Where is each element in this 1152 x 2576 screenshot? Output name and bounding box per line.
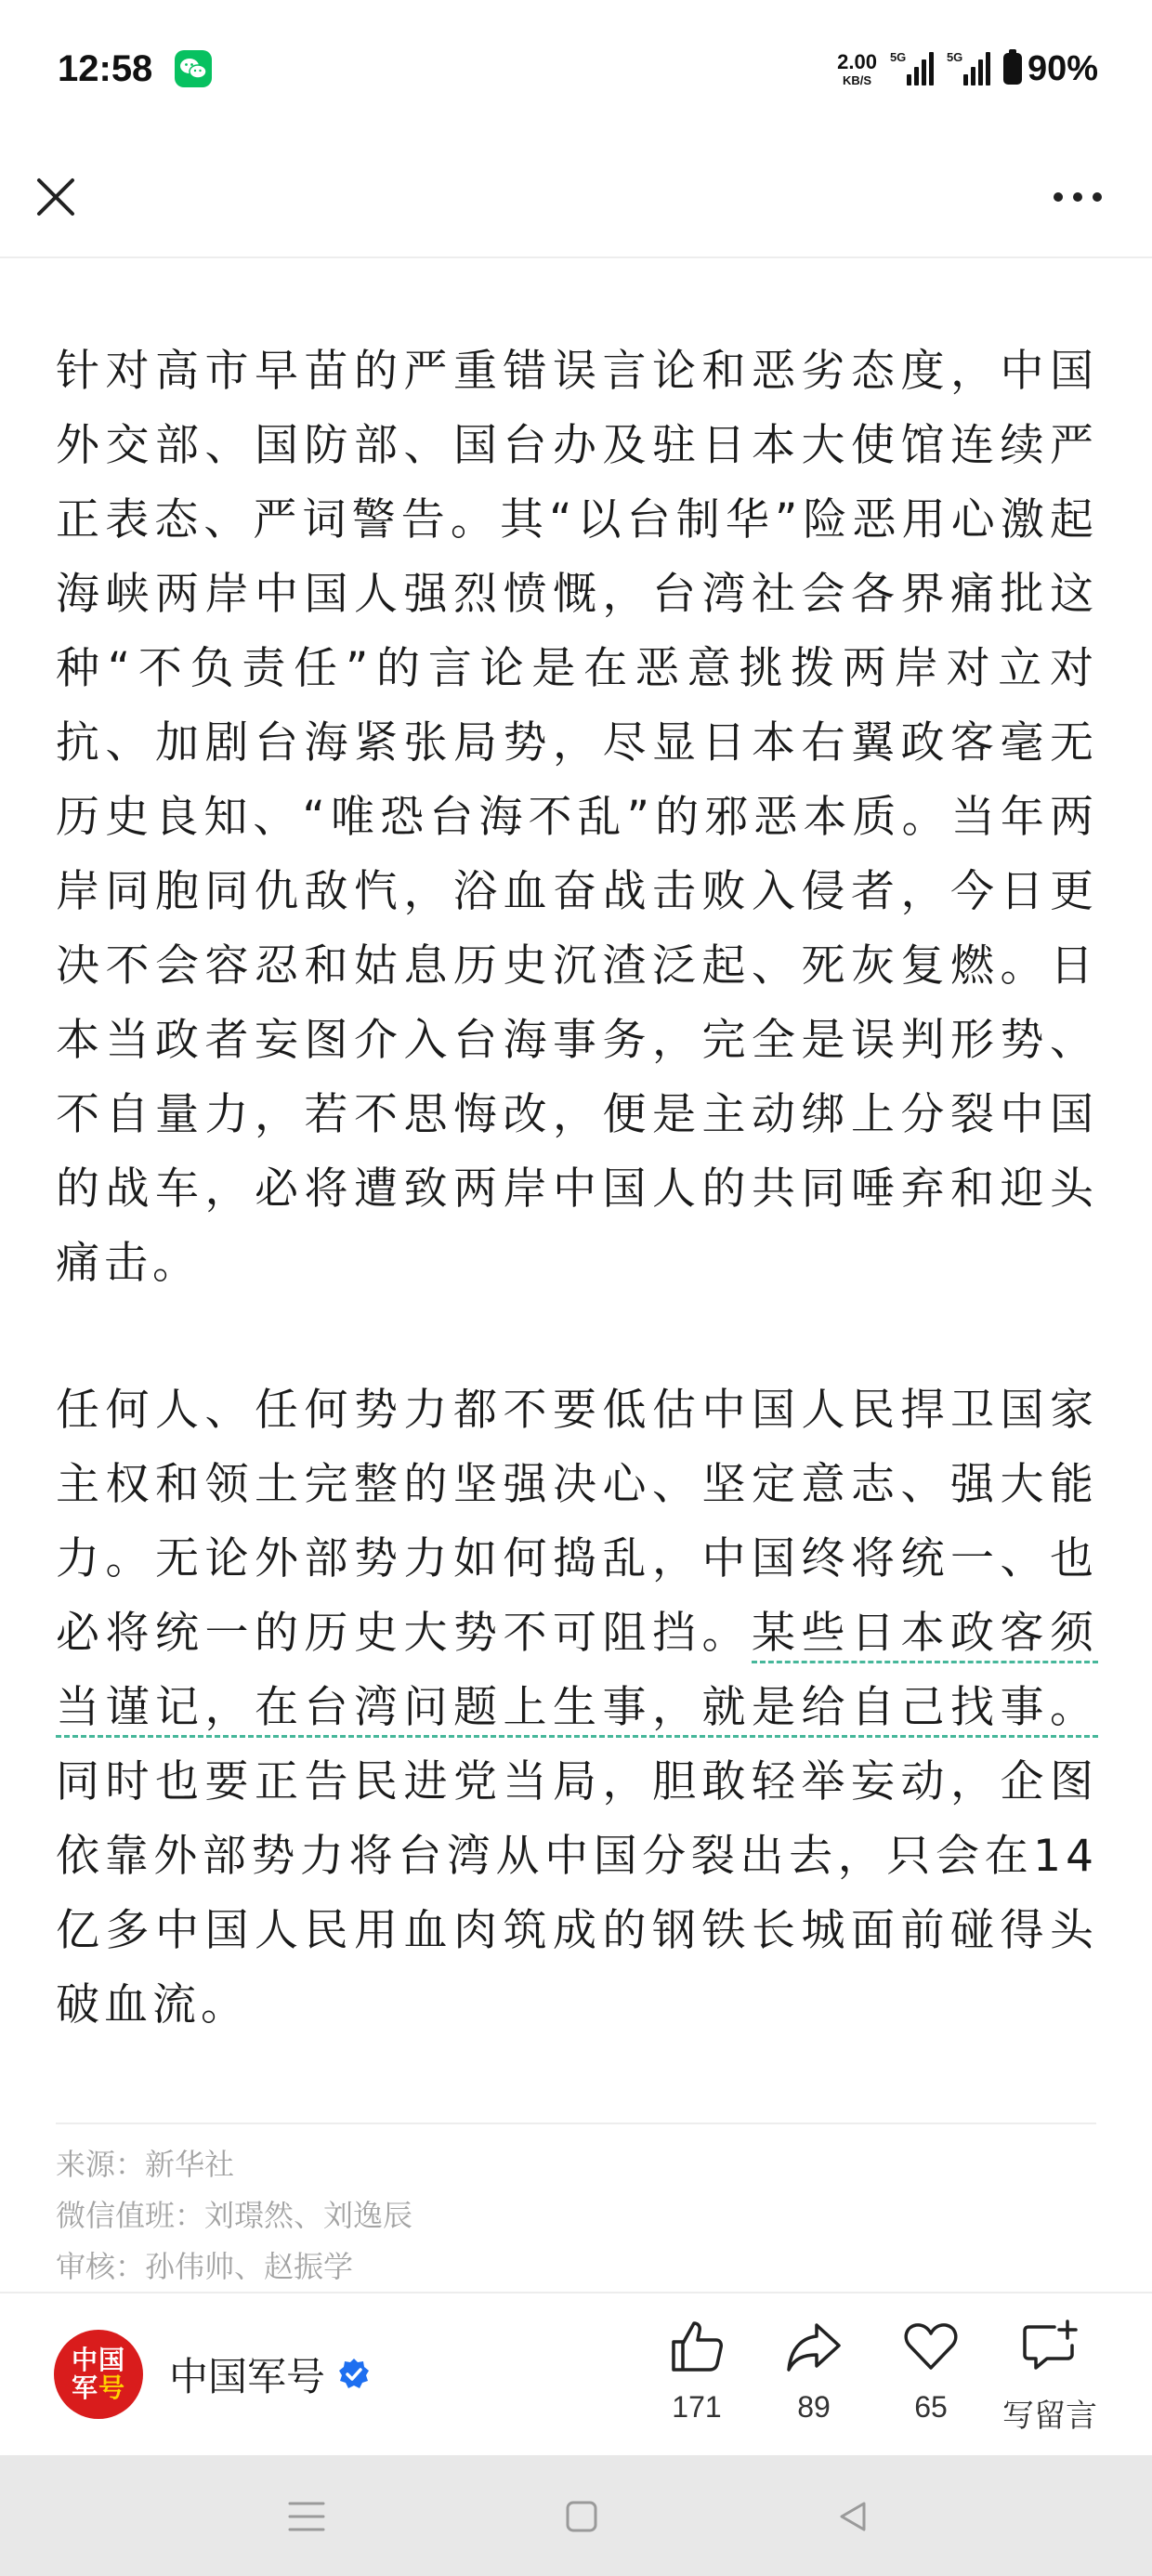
article-meta	[56, 2123, 1096, 2293]
status-indicators	[837, 49, 1098, 89]
network-speed: 2.00 KB/S	[837, 49, 877, 87]
heart-icon	[902, 2318, 960, 2375]
wechat-icon	[175, 50, 212, 87]
back-icon	[836, 2500, 870, 2533]
status-time: 12:58	[58, 47, 153, 89]
share-button[interactable]	[758, 2318, 870, 2425]
close-icon	[35, 177, 76, 217]
source-line: 来源：新华社	[56, 2147, 235, 2182]
back-button[interactable]	[827, 2491, 879, 2543]
avatar[interactable]: 中国 军号	[54, 2330, 143, 2419]
article-paragraph	[56, 1373, 1098, 2043]
favorite-button[interactable]	[875, 2318, 987, 2425]
battery-icon	[1003, 53, 1022, 85]
account-name[interactable]: 中国军号	[169, 2354, 326, 2399]
comment-add-icon	[1021, 2318, 1079, 2375]
share-icon	[785, 2318, 843, 2375]
write-comment-button[interactable]	[994, 2318, 1106, 2436]
more-options-button[interactable]	[1050, 169, 1106, 225]
menu-button[interactable]	[281, 2491, 333, 2543]
share-count: 89	[797, 2390, 831, 2424]
signal-icon: 5G	[890, 52, 934, 85]
close-button[interactable]	[28, 169, 84, 225]
more-icon	[1052, 191, 1104, 204]
battery-indicator	[1003, 49, 1098, 89]
reviewers-line: 审核：孙伟帅、赵振学	[56, 2249, 354, 2284]
article-actions	[641, 2293, 1124, 2457]
paragraph-text: 任何人、任何势力都不要低估中国人民捍卫国家主权和领土完整的坚强决心、坚定意志、强大能力。无论外部势力如何捣乱，中国终将统一、也必将统一的历史大势不可阻挡。	[56, 1385, 1098, 1659]
verified-badge-icon	[336, 2357, 372, 2392]
signal-icon: 5G	[947, 52, 990, 85]
article-paragraph: 针对高市早苗的严重错误言论和恶劣态度，中国外交部、国防部、国台办及驻日本大使馆连续严正表态、严词警告。其“以台制华”险恶用心激起海峡两岸中国人强烈愤慨，台湾社会各界痛批这种“不负责任”的言论是在恶意挑拨两岸对立对抗、加剧台海紧张局势，尽显日本右翼政客毫无历史良知、“唯恐台海不乱”的邪恶本质。当年两岸同胞同仇敌忾，浴血奋战击败入侵者，今日更决不会容忍和姑息历史沉渣泛起、死灰复燃。日本当政者妄图介入台海事务，完全是误判形势、不自量力，若不思悔改，便是主动绑上分裂中国的战车，必将遭致两岸中国人的共同唾弃和迎头痛击。	[56, 346, 1098, 1289]
article-body	[56, 335, 1098, 2043]
account-info[interactable]	[54, 2330, 372, 2419]
like-button[interactable]	[641, 2318, 753, 2425]
like-count: 171	[672, 2390, 722, 2424]
system-navigation-bar	[0, 2455, 1152, 2576]
top-nav	[0, 138, 1152, 258]
home-button[interactable]	[556, 2491, 608, 2543]
home-icon	[565, 2500, 598, 2533]
editors-line: 微信值班：刘璟然、刘逸辰	[56, 2198, 413, 2233]
status-bar	[0, 0, 1152, 138]
thumbs-up-icon	[668, 2318, 726, 2375]
write-comment-label: 写留言	[1002, 2398, 1097, 2435]
battery-percent: 90%	[1027, 48, 1098, 88]
highlighted-quote[interactable]: 某些日本政客须当谨记，在台湾问题上生事，就是给自己找事。	[56, 1608, 1098, 1733]
paragraph-text: 同时也要正告民进党当局，胆敢轻举妄动，企图依靠外部势力将台湾从中国分裂出去，只会在14亿多中国人民用血肉筑成的钢铁长城面前碰得头破血流。	[56, 1756, 1098, 2031]
favorite-count: 65	[914, 2390, 948, 2424]
bottom-action-bar	[0, 2292, 1152, 2455]
menu-icon	[288, 2500, 325, 2533]
